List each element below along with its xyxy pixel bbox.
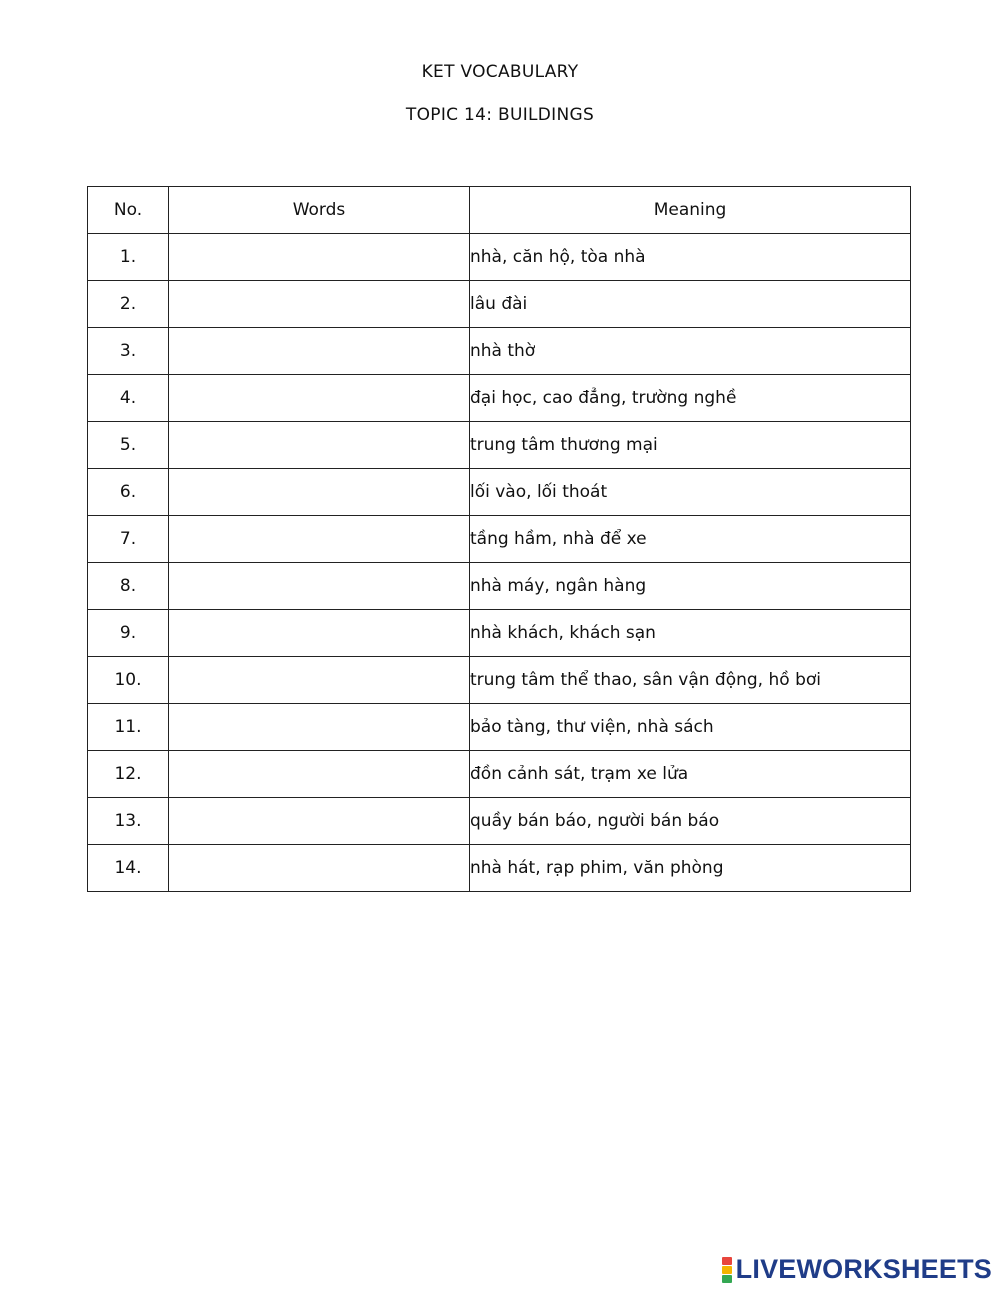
vocabulary-table <box>87 186 911 892</box>
row-number: 2. <box>88 281 169 328</box>
table-row <box>88 798 911 845</box>
table-row <box>88 422 911 469</box>
word-cell[interactable] <box>169 516 470 563</box>
logo-block-red <box>722 1257 732 1265</box>
row-number: 1. <box>88 234 169 281</box>
column-header-meaning: Meaning <box>470 187 911 234</box>
word-cell[interactable] <box>169 845 470 892</box>
meaning-cell: trung tâm thương mại <box>470 422 911 469</box>
table-row <box>88 657 911 704</box>
liveworksheets-logo-icon <box>722 1257 732 1283</box>
meaning-cell: bảo tàng, thư viện, nhà sách <box>470 704 911 751</box>
meaning-cell: nhà khách, khách sạn <box>470 610 911 657</box>
meaning-cell: tầng hầm, nhà để xe <box>470 516 911 563</box>
word-answer-input[interactable] <box>169 849 473 887</box>
logo-block-green <box>722 1275 732 1283</box>
table-row <box>88 845 911 892</box>
table-row <box>88 704 911 751</box>
row-number: 6. <box>88 469 169 516</box>
table-header-row <box>88 187 911 234</box>
table-row <box>88 375 911 422</box>
word-cell[interactable] <box>169 704 470 751</box>
word-answer-input[interactable] <box>169 755 473 793</box>
word-answer-input[interactable] <box>169 238 473 276</box>
meaning-cell: nhà, căn hộ, tòa nhà <box>470 234 911 281</box>
logo-block-yellow <box>722 1266 732 1274</box>
page-title: KET VOCABULARY <box>421 62 579 82</box>
row-number: 3. <box>88 328 169 375</box>
word-answer-input[interactable] <box>169 332 473 370</box>
row-number: 7. <box>88 516 169 563</box>
meaning-cell: đồn cảnh sát, trạm xe lửa <box>470 751 911 798</box>
word-cell[interactable] <box>169 469 470 516</box>
word-answer-input[interactable] <box>169 614 473 652</box>
word-answer-input[interactable] <box>169 802 473 840</box>
liveworksheets-brand <box>722 1254 992 1285</box>
table-row <box>88 328 911 375</box>
meaning-cell: lối vào, lối thoát <box>470 469 911 516</box>
word-cell[interactable] <box>169 657 470 704</box>
row-number: 12. <box>88 751 169 798</box>
word-cell[interactable] <box>169 610 470 657</box>
table-row <box>88 610 911 657</box>
meaning-cell: nhà máy, ngân hàng <box>470 563 911 610</box>
column-header-no: No. <box>88 187 169 234</box>
word-cell[interactable] <box>169 234 470 281</box>
word-cell[interactable] <box>169 281 470 328</box>
word-cell[interactable] <box>169 798 470 845</box>
meaning-cell: lâu đài <box>470 281 911 328</box>
table-row <box>88 563 911 610</box>
word-cell[interactable] <box>169 563 470 610</box>
meaning-cell: đại học, cao đẳng, trường nghề <box>470 375 911 422</box>
word-cell[interactable] <box>169 328 470 375</box>
row-number: 4. <box>88 375 169 422</box>
row-number: 8. <box>88 563 169 610</box>
page-subtitle: TOPIC 14: BUILDINGS <box>405 105 595 125</box>
word-answer-input[interactable] <box>169 426 473 464</box>
row-number: 14. <box>88 845 169 892</box>
word-answer-input[interactable] <box>169 379 473 417</box>
word-cell[interactable] <box>169 751 470 798</box>
row-number: 13. <box>88 798 169 845</box>
table-row <box>88 751 911 798</box>
word-answer-input[interactable] <box>169 567 473 605</box>
word-answer-input[interactable] <box>169 520 473 558</box>
table-body <box>88 234 911 892</box>
table-row <box>88 234 911 281</box>
word-answer-input[interactable] <box>169 285 473 323</box>
meaning-cell: nhà thờ <box>470 328 911 375</box>
row-number: 11. <box>88 704 169 751</box>
column-header-words: Words <box>169 187 470 234</box>
table-row <box>88 516 911 563</box>
word-answer-input[interactable] <box>169 473 473 511</box>
word-cell[interactable] <box>169 422 470 469</box>
row-number: 5. <box>88 422 169 469</box>
meaning-cell: trung tâm thể thao, sân vận động, hồ bơi <box>470 657 911 704</box>
brand-name: LIVEWORKSHEETS <box>735 1254 992 1284</box>
row-number: 9. <box>88 610 169 657</box>
table-row <box>88 469 911 516</box>
meaning-cell: quầy bán báo, người bán báo <box>470 798 911 845</box>
word-answer-input[interactable] <box>169 708 473 746</box>
meaning-cell: nhà hát, rạp phim, văn phòng <box>470 845 911 892</box>
word-cell[interactable] <box>169 375 470 422</box>
row-number: 10. <box>88 657 169 704</box>
table-row <box>88 281 911 328</box>
word-answer-input[interactable] <box>169 661 473 699</box>
